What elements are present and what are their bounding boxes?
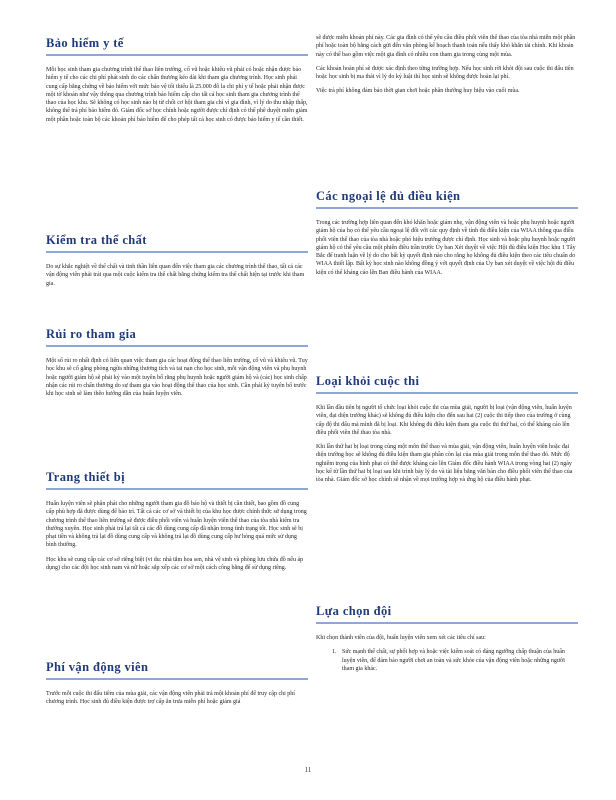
paragraph: Trong các trường hợp liên quan đến khó khăn hoặc giảm nhẹ, vận động viên và hoặc phụ huynh hoặc người giám hộ của họ có thể yêu cầu ngoại lệ đối với các quy định về tính đủ điều kiện của WIAA thông qua điều phối viên thể thao của tòa nhà hoặc phó hiệu trưởng được chỉ định. Học sinh và hoặc phụ huynh hoặc người giám hộ có thể yêu cầu một phiên điều trần trước Ủy ban Xét duyệt về việc Hội đủ điều kiện Học khu 1 Tây Bắc để tranh luận về lý do cho bất kỳ quyết định nào cho rằng họ không đủ điều kiện theo các tiêu chuẩn do WIAA thiết lập. Bất kỳ học sinh nào không đồng ý với quyết định của Ủy ban xét duyệt về việc hội đủ điều kiện có thể kháng cáo lên Ban điều hành của WIAA.	[316, 220, 576, 276]
section-ejection	[316, 374, 578, 491]
section-participation-risk	[46, 327, 308, 404]
paragraph: Trước mỗi cuộc thi đấu tiêm của mùa giải, các vận động viên phải trả một khoản phí để truy cập chi phí chương trình. Học sinh đủ điều kiện được trợ cấp ăn trưa miễn phí hoặc giảm giá	[46, 691, 295, 706]
section-equipment	[46, 470, 308, 578]
paragraph: Học khu sẽ cung cấp các cơ sở riêng biệt (vi du: nhà tắm hoa sen, nhà vệ sinh và phòng lưu chứa đồ nếu áp dụng) cho các đội học sinh nam và nữ hoặc sắp xếp các cơ sở một cách công bằng để sử dụng riêng.	[46, 556, 304, 572]
section-divider	[316, 622, 578, 624]
section-health-insurance	[46, 36, 308, 130]
section-divider	[46, 488, 308, 490]
paragraph: Một số rủi ro nhất định có liên quan việc tham gia các hoạt động thể thao liên trường, cổ vũ và khiêu vũ. Tuy học khu sẽ cố gắng phòng ngừa những thương tích và tai nạn cho học sinh, mỗi vận động viên và phụ huynh hoặc người giám hộ sẽ phải ký vào một tuyên bố rằng phụ huynh hoặc người giám hộ và (các) học sinh chấp nhận các rủi ro chấn thương do sự tham gia vào hoạt động thể thao của học sinh. Cần phải ký tuyên bố trước khi học sinh sẽ làm thêo hướng dẫn của huấn luyện viên.	[46, 358, 308, 398]
section-divider	[46, 345, 308, 347]
section-divider	[46, 251, 308, 253]
paragraph: sẽ được miễn khoản phí này. Các gia đình có thể yêu cầu điều phối viên thể thao của tòa nhà miễn một phần phí hoặc toàn bộ bằng cách gửi đến văn phòng kế hoạch thanh toán nếu thấy khó khăn tài chính. Khi khoản này có thể bao gồm việc một gia đình có nhiều con tham gia trong cùng một mùa.	[316, 35, 576, 58]
section-fees-continued	[316, 34, 578, 102]
section-title: Lựa chọn đội	[316, 604, 392, 618]
section-divider	[316, 207, 578, 209]
section-physical-exam	[46, 233, 308, 294]
paragraph: Do sự khắc nghiệt về thể chất và tinh thần liên quan đến việc tham gia các chương trình thể thao, tất cả các vận động viên phải trải qua một cuộc kiểm tra thể chất bằng chứng kiểm tra thể chất hiện tại trước khi tham gia.	[46, 264, 305, 287]
page-number: 11	[304, 766, 312, 774]
paragraph: Việc trả phí không đảm bảo thời gian chơi hoặc phân thưởng huy hiệu vào cuối mùa.	[316, 88, 520, 95]
paragraph: Khi lần đầu tiên bị người tổ chức loại khỏi cuộc thi của mùa giải, người bị loại (vận động viên, huấn luyện viên, đại diện trường khác) sẽ không đủ điều kiện cho đến sau hai (2) cuộc thi tiếp theo của trường ở cùng cấp độ thi đấu mà mình đã bị loại. Khi không đủ điều kiện tham gia cuộc thi thứ hai, có thể kháng cáo lên điều phối viên thể thao tòa nhà.	[316, 405, 572, 436]
paragraph: Các khoản hoàn phí sẽ được xác định theo từng trường hợp. Nếu học sinh rời khỏi đội sau cuộc thi đấu tiên hoặc học sinh bị ma thải vì lý do kỷ luật thì học sinh sẽ không được hoàn lại phí.	[316, 65, 574, 81]
criteria-list	[316, 648, 578, 673]
section-divider	[46, 678, 308, 680]
list-item: 1. Sức mạnh thể chất, sự phối hợp và hoặc việc kiểm soát có đáng ngưỡng chấp thuận của huấn luyện viên, để đảm bảo người chơi an toàn và sức khỏe của vận động viên hoặc những người tham gia khác.	[338, 648, 578, 673]
paragraph: Mỗi học sinh tham gia chương trình thể thao liên trường, cổ vũ hoặc khiêu vũ phải có hoặc nhận được bảo hiểm y tế cho các chi phí phát sinh do các chấn thương kéo dài khi tham gia chương trình. Học sinh phải cung cấp bằng chứng về bảo hiểm với mức bảo vệ tối thiểu là 25.000 đô la chi phí y tế hoặc phải nhận được một tờ khoản như vậy thông qua chương trình bảo hiểm cấp cho tất cả học sinh tham gia chương trình thể thao của học khu. Sẽ không có học sinh nào bị từ chối cơ hội tham gia chỉ vì gia đình, vì lý do thu nhập thấp, không thể trả phí bảo hiểm đó. Giám đốc sở học chính hoặc người được chỉ định có thể phê duyệt miễn giảm một phần hoặc toàn bộ các khoản phí bảo hiểm để cho phép tất cả học sinh có được bảo hiểm y tế cần thiết.	[46, 67, 308, 123]
section-athlete-fees	[46, 660, 308, 713]
section-title: Trang thiết bị	[46, 470, 125, 484]
section-divider	[46, 54, 308, 56]
section-title: Kiểm tra thể chất	[46, 233, 147, 247]
section-eligibility-exceptions	[316, 189, 578, 283]
section-title: Rủi ro tham gia	[46, 327, 137, 341]
section-title: Các ngoại lệ đủ điều kiện	[316, 189, 461, 203]
section-title: Loại khỏi cuộc thi	[316, 374, 420, 388]
paragraph: Huấn luyện viên sẽ phân phát cho những người tham gia đồ bảo hộ và thiết bị cần thiết, bao gồm đồ cung cấp phù hợp đã được dùng để bảo trì. Tất cả các cơ sở và thiết bị của khu học được chính thức sử dụng trong chương trình thể thao liên trường sẽ được điều phối viên và huấn luyện viên thể thao của tòa nhà kiểm tra thường xuyên. Học sinh phải trả lại tất cả các đồ dùng cung cấp đã nhận trong tình trạng tốt. Học sinh sẽ bị phạt tiền và không trả lại đồ dùng cung cấp và không trả lại đồ dùng cung cấp hư hỏng quá mức sử dụng bình thường.	[46, 501, 307, 549]
section-divider	[316, 392, 578, 394]
section-team-selection	[316, 604, 578, 673]
section-title: Bảo hiểm y tế	[46, 36, 124, 50]
paragraph: Khi lần thứ hai bị loại trong cùng một môn thể thao và mùa giải, vận động viên, huấn luyện viên hoặc đại diện trường học sẽ không đủ điều kiện tham gia phần còn lại của mùa giải trong môn thể thao đó. Mức độ nghiêm trọng của hình phạt có thể được kháng cáo lên Giám đốc điều hành WIAA trong vòng hai (2) ngày học kể từ lần thứ hai bị loại sau khi trình bày lý do và tài liệu bằng văn bản cho điều phối viên thể thao của tòa nhà. Giám đốc sở học chính sẽ nhận về mọi trường hợp và ứng hộ của điều hành phạt.	[316, 444, 573, 484]
section-title: Phí vận động viên	[46, 660, 149, 674]
paragraph: Khi chọn thành viên của đội, huấn luyện viên xem xét các tiêu chí sau:	[316, 635, 486, 641]
